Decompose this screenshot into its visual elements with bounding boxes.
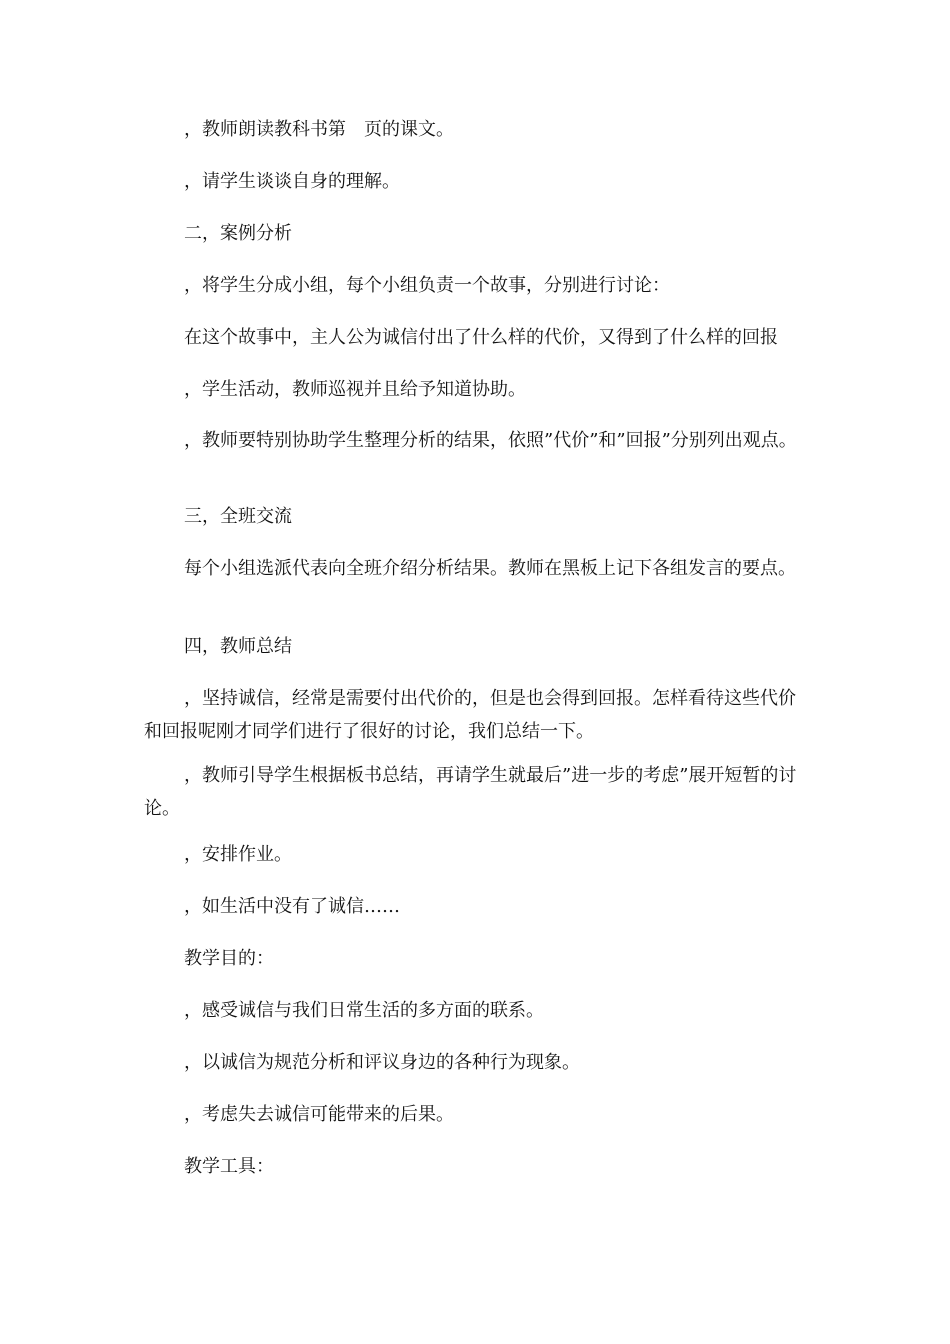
paragraph-organize-results: ，教师要特别协助学生整理分析的结果，依照”代价”和”回报”分别列出观点。 [184,430,797,451]
heading-case-analysis: 二，案例分析 [184,223,292,244]
paragraph-student-activity: ，学生活动，教师巡视并且给予知道协助。 [184,379,526,400]
paragraph-blackboard-summary: ，教师引导学生根据板书总结，再请学生就最后”进一步的考虑”展开短暂的讨论。 [144,765,797,819]
paragraph-objective-evaluate: ，以诚信为规范分析和评议身边的各种行为现象。 [184,1052,580,1073]
paragraph-read-textbook: ，教师朗读教科书第 页的课文。 [184,119,454,140]
heading-teacher-summary: 四，教师总结 [184,636,292,657]
paragraph-story-question: 在这个故事中，主人公为诚信付出了什么样的代价，又得到了什么样的回报 [184,327,778,348]
paragraph-student-understanding: ，请学生谈谈自身的理解。 [184,171,400,192]
heading-teaching-tools: 教学工具： [184,1156,274,1177]
heading-teaching-objectives: 教学目的： [184,948,274,969]
paragraph-homework: ，安排作业。 [184,844,292,865]
paragraph-objective-consequences: ，考虑失去诚信可能带来的后果。 [184,1104,454,1125]
paragraph-group-discussion: ，将学生分成小组，每个小组负责一个故事，分别进行讨论： [184,275,670,296]
paragraph-life-without-integrity: ，如生活中没有了诚信…… [184,896,400,917]
paragraph-group-report: 每个小组选派代表向全班介绍分析结果。教师在黑板上记下各组发言的要点。 [184,558,796,579]
paragraph-objective-connection: ，感受诚信与我们日常生活的多方面的联系。 [184,1000,544,1021]
paragraph-insist-integrity: ，坚持诚信，经常是需要付出代价的，但是也会得到回报。怎样看待这些代价和回报呢刚才同学们进行了很好的讨论，我们总结一下。 [144,688,796,742]
heading-class-exchange: 三，全班交流 [184,506,292,527]
